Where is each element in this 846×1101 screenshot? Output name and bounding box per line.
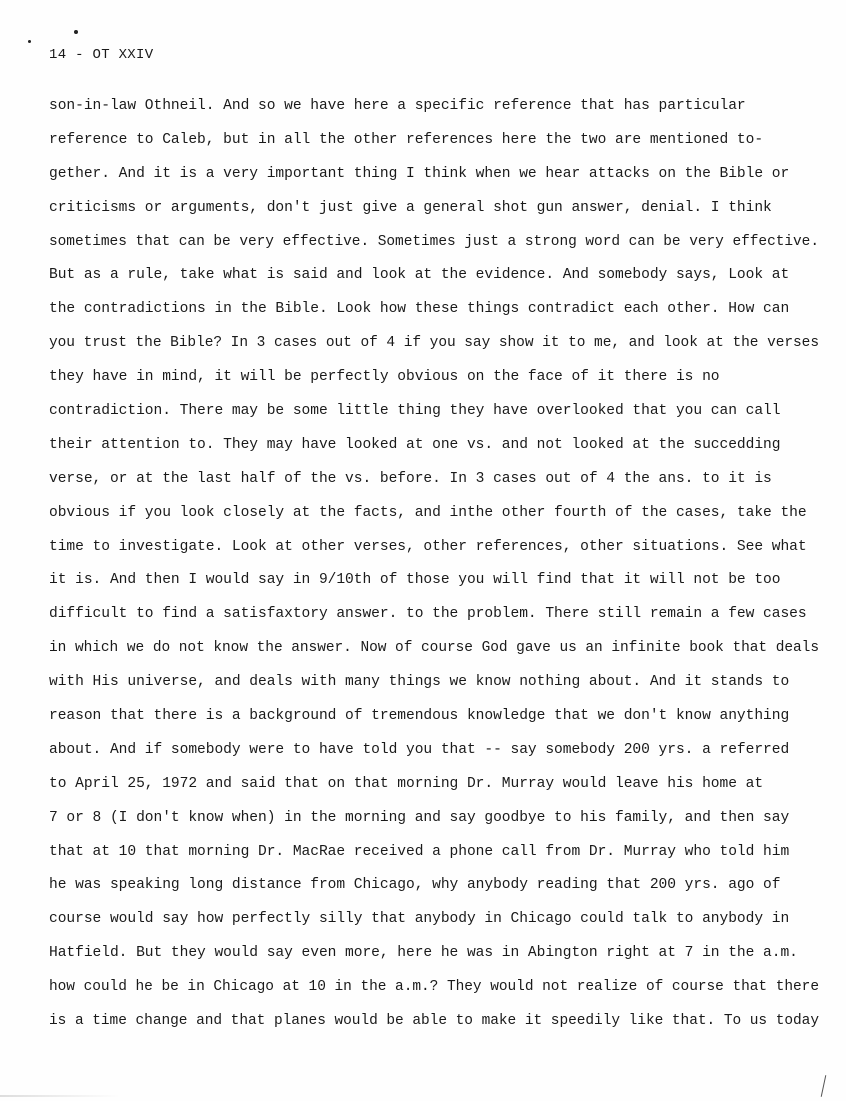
text-line: contradiction. There may be some little thing they have overlooked that you can call (49, 403, 781, 420)
text-line: to April 25, 1972 and said that on that morning Dr. Murray would leave his home at (49, 775, 764, 792)
text-line: criticisms or arguments, don't just give a general shot gun answer, denial. I think (49, 199, 772, 216)
text-line: sometimes that can be very effective. Sometimes just a strong word can be very effective. (49, 233, 819, 250)
text-line: is a time change and that planes would be able to make it speedily like that. To us today (49, 1013, 819, 1030)
margin-mark (821, 1075, 827, 1097)
text-line: course would say how perfectly silly that anybody in Chicago could talk to anybody in (49, 911, 790, 928)
text-line: difficult to find a satisfaxtory answer. to the problem. There still remain a few cases (49, 606, 807, 623)
text-line: time to investigate. Look at other verses, other references, other situations. See what (49, 538, 807, 555)
text-line: with His universe, and deals with many things we know nothing about. And it stands to (49, 674, 790, 691)
text-line: you trust the Bible? In 3 cases out of 4 if you say show it to me, and look at the verses (49, 335, 819, 352)
body-text (49, 95, 819, 1044)
text-line: how could he be in Chicago at 10 in the a.m.? They would not realize of course that there (49, 979, 819, 996)
text-line: son-in-law Othneil. And so we have here a specific reference that has particular (49, 98, 746, 114)
text-line: in which we do not know the answer. Now of course God gave us an infinite book that deals (49, 640, 819, 657)
text-line: gether. And it is a very important thing I think when we hear attacks on the Bible or (49, 165, 790, 182)
text-line: But as a rule, take what is said and look at the evidence. And somebody says, Look at (49, 267, 790, 284)
text-line: they have in mind, it will be perfectly obvious on the face of it there is no (49, 369, 720, 386)
text-line: about. And if somebody were to have told you that -- say somebody 200 yrs. a referred (49, 741, 790, 758)
text-line: 7 or 8 (I don't know when) in the morning and say goodbye to his family, and then say (49, 809, 790, 826)
page-smudge (0, 1095, 120, 1097)
text-line: obvious if you look closely at the facts, and inthe other fourth of the cases, take the (49, 504, 807, 521)
text-line: their attention to. They may have looked at one vs. and not looked at the succedding (49, 436, 781, 453)
ink-speck (74, 30, 78, 34)
text-line: Hatfield. But they would say even more, here he was in Abington right at 7 in the a.m. (49, 945, 798, 962)
ink-speck (28, 40, 31, 43)
text-line: reason that there is a background of tremendous knowledge that we don't know anything (49, 708, 790, 725)
text-line: the contradictions in the Bible. Look how these things contradict each other. How can (49, 301, 790, 318)
text-line: it is. And then I would say in 9/10th of those you will find that it will not be too (49, 572, 781, 589)
page-header: 14 - OT XXIV (49, 47, 154, 63)
text-line: that at 10 that morning Dr. MacRae received a phone call from Dr. Murray who told him (49, 843, 790, 860)
text-line: he was speaking long distance from Chicago, why anybody reading that 200 yrs. ago of (49, 877, 781, 894)
text-line: reference to Caleb, but in all the other references here the two are mentioned to- (49, 131, 764, 148)
text-line: verse, or at the last half of the vs. before. In 3 cases out of 4 the ans. to it is (49, 470, 772, 487)
